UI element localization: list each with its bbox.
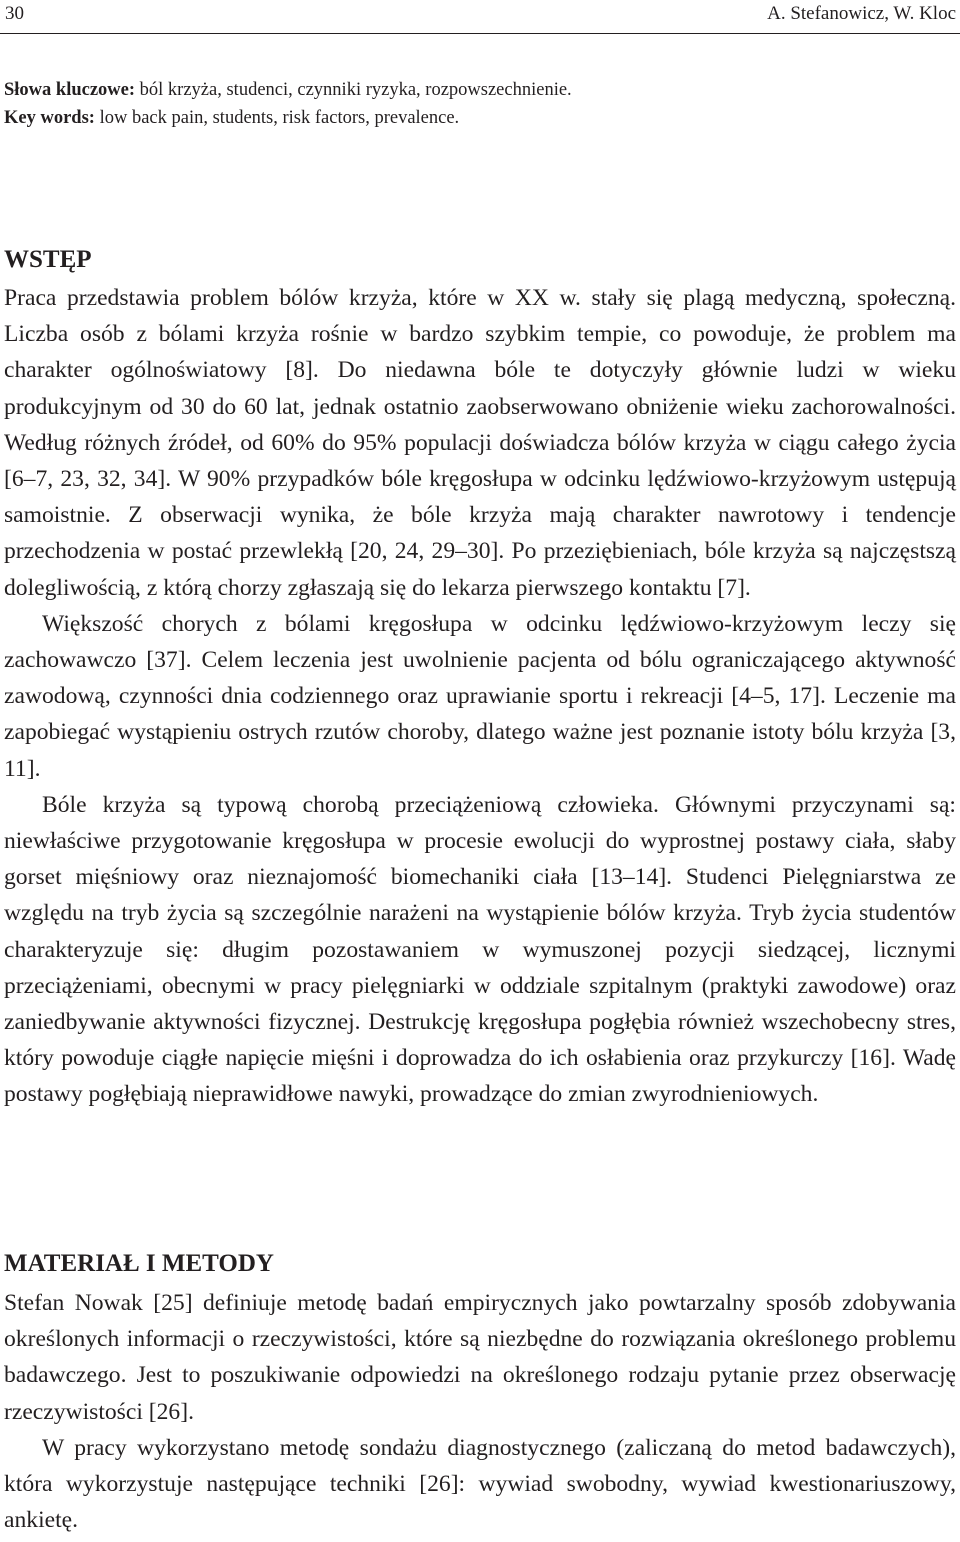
intro-paragraph-3: Bóle krzyża są typową chorobą przeciążeniową człowieka. Głównymi przyczynami są: niewłaściwe przygotowanie kręgosłupa w procesie ewolucji do wyprostnej postawy ciała, słaby gorset mięśniowy oraz nieznajomość biomechaniki ciała [13–14]. Studenci Pielęgniarstwa ze względu na tryb życia są szczególnie narażeni na wystąpienie bólów krzyża. Tryb życia studentów charakteryzuje się: długim pozostawaniem w wymuszonej pozycji siedzącej, licznymi przeciążeniami, obecnymi w pracy pielęgniarki w oddziale szpitalnym (praktyki zawodowe) oraz zaniedbywanie aktywności fizycznej. Destrukcję kręgosłupa pogłębia również wszechobecny stres, który powoduje ciągłe napięcie mięśni i doprowadza do ich osłabienia oraz przykurczy [16]. Wadę postawy pogłębiają nieprawidłowe nawyki, prowadzące do zmian zwyrodnieniowych. xyxy=(4,791,956,1108)
methods-body xyxy=(4,1285,956,1538)
keywords-polish-text: ból krzyża, studenci, czynniki ryzyka, rozpowszechnienie. xyxy=(135,80,572,100)
page-number: 30 xyxy=(5,3,24,24)
keywords-english xyxy=(4,104,956,132)
section-heading-intro: WSTĘP xyxy=(4,246,92,273)
methods-paragraph-1: Stefan Nowak [25] definiuje metodę badań empirycznych jako powtarzalny sposób zdobywania określonych informacji o rzeczywistości, które są niezbędne do rozwiązania określonego problemu badawczego. Jest to poszukiwanie odpowiedzi na określonego rodzaju pytanie przez obserwację rzeczywistości [26]. xyxy=(4,1290,956,1425)
keywords-english-label: Key words: xyxy=(4,108,95,128)
section-heading-methods: MATERIAŁ I METODY xyxy=(4,1250,274,1277)
intro-body xyxy=(4,280,956,1113)
keywords-polish-label: Słowa kluczowe: xyxy=(4,80,136,100)
intro-paragraph-1: Praca przedstawia problem bólów krzyża, które w XX w. stały się plagą medyczną, społeczną. Liczba osób z bólami krzyża rośnie w bardzo szybkim tempie, co powoduje, że problem ma charakter ogólnoświatowy [8]. Do niedawna bóle te dotyczyły głównie ludzi w wieku produkcyjnym od 30 do 60 lat, jednak ostatnio zaobserwowano obniżenie wieku zachorowalności. Według różnych źródeł, od 60% do 95% populacji doświadcza bólów krzyża w ciągu całego życia [6–7, 23, 32, 34]. W 90% przypadków bóle kręgosłupa w odcinku lędźwiowo-krzyżowym ustępują samoistnie. Z obserwacji wynika, że bóle krzyża mają charakter nawrotowy i tendencje przechodzenia w postać przewlekłą [20, 24, 29–30]. Po przeziębieniach, bóle krzyża są najczęstszą dolegliwością, z którą chorzy zgłaszają się do lekarza pierwszego kontaktu [7]. xyxy=(4,285,956,601)
keywords-polish xyxy=(4,76,956,104)
keywords-block xyxy=(4,76,956,132)
intro-paragraph-2: Większość chorych z bólami kręgosłupa w odcinku lędźwiowo-krzyżowym leczy się zachowawczo [37]. Celem leczenia jest uwolnienie pacjenta od bólu ograniczającego aktywność zawodową, czynności dnia codziennego oraz uprawianie sportu i rekreacji [4–5, 17]. Leczenie ma zapobiegać wystąpieniu ostrych rzutów choroby, dlatego ważne jest poznanie istoty bólu krzyża [3, 11]. xyxy=(4,610,956,782)
methods-paragraph-2: W pracy wykorzystano metodę sondażu diagnostycznego (zaliczaną do metod badawczych), która wykorzystuje następujące techniki [26]: wywiad swobodny, wywiad kwestionariuszowy, ankietę. xyxy=(4,1434,956,1534)
page-header xyxy=(0,0,960,34)
keywords-english-text: low back pain, students, risk factors, prevalence. xyxy=(94,108,460,128)
running-head: A. Stefanowicz, W. Kloc xyxy=(767,3,956,24)
